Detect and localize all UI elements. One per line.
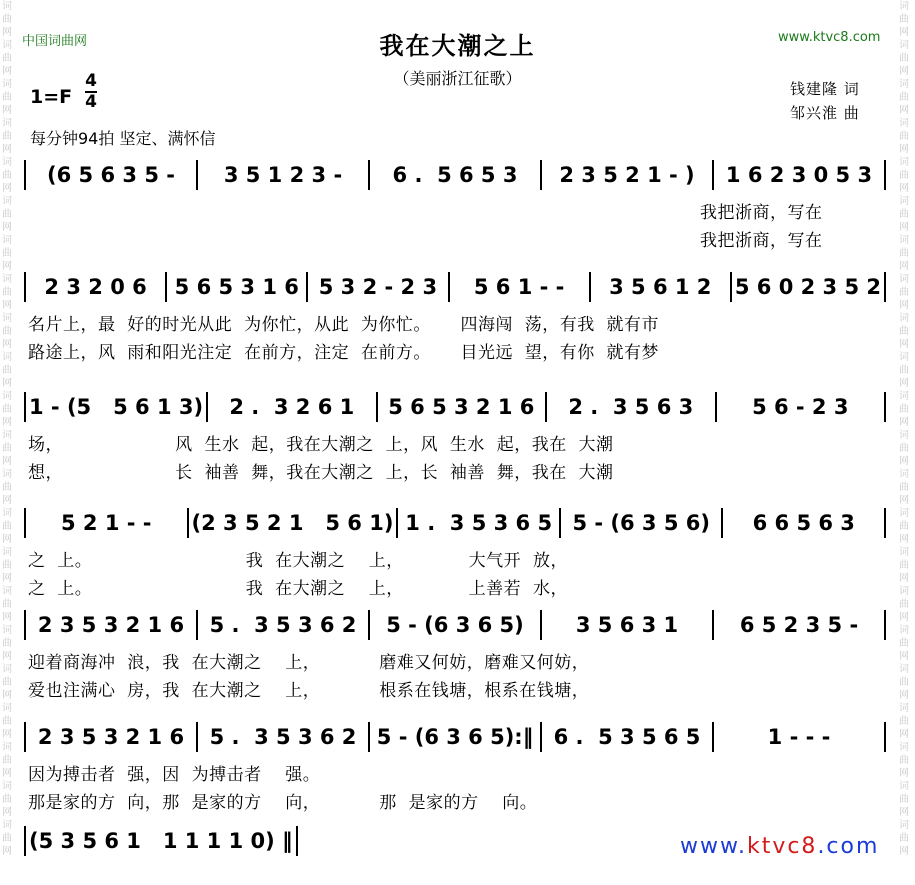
score-row bbox=[24, 272, 886, 302]
lyricist-credit: 钱建隆 词 bbox=[790, 80, 860, 98]
notes-line bbox=[24, 826, 293, 856]
measure: 6 . 5 3 5 6 5 bbox=[542, 722, 714, 752]
measure: 6 5 2 3 5 - bbox=[714, 610, 886, 640]
measure: 5 - (6 3 6 5) bbox=[370, 610, 542, 640]
time-signature-top: 4 bbox=[85, 71, 97, 91]
score-row bbox=[24, 160, 886, 190]
measure: 6 6 5 6 3 bbox=[723, 508, 886, 538]
lyric-line: 那是家的方 向，那 是家的方 向， 那 是家的方 向。 bbox=[28, 793, 538, 813]
lyric-line: 路途上，风 雨和阳光注定 在前方，注定 在前方。 目光远 望，有你 就有梦 bbox=[28, 343, 660, 363]
notes-line bbox=[24, 610, 886, 640]
lyric-line: 我把浙商，写在 bbox=[700, 203, 823, 223]
notes-line bbox=[24, 392, 886, 422]
measure: (5 3 5 6 1 1 1 1 1 0) ‖ bbox=[24, 826, 298, 856]
lyric-line: 我把浙商，写在 bbox=[700, 231, 823, 251]
lyric-line: 场， 风 生水 起，我在大潮之 上，风 生水 起，我在 大潮 bbox=[28, 435, 614, 455]
measure: 2 . 3 2 6 1 bbox=[208, 392, 377, 422]
lyric-line: 之 上。 我 在大潮之 上， 上善若 水， bbox=[28, 579, 568, 599]
site-name-left: 中国词曲网 bbox=[22, 34, 88, 49]
measure: 2 3 5 3 2 1 6 bbox=[24, 722, 198, 752]
measure: 5 - (6 3 5 6) bbox=[561, 508, 724, 538]
measure: 1 - - - bbox=[714, 722, 886, 752]
measure: 1 . 3 5 3 6 5 bbox=[398, 508, 561, 538]
watermark-left: 词曲网词曲网词曲网词曲网词曲网词曲网词曲网词曲网词曲网词曲网词曲网词曲网词曲网词曲网词曲网词曲网词曲网词曲网词曲网词曲网词曲网词曲网 bbox=[2, 1, 12, 857]
measure: 2 . 3 5 6 3 bbox=[547, 392, 716, 422]
measure: 5 6 0 2 3 5 2 bbox=[732, 272, 886, 302]
measure: 5 . 3 5 3 6 2 bbox=[198, 610, 370, 640]
watermark-right: 词曲网词曲网词曲网词曲网词曲网词曲网词曲网词曲网词曲网词曲网词曲网词曲网词曲网词曲网词曲网词曲网词曲网词曲网词曲网词曲网词曲网词曲网 bbox=[899, 1, 909, 857]
measure: 1 6 2 3 0 5 3 bbox=[714, 160, 886, 190]
time-signature-bottom: 4 bbox=[85, 92, 97, 112]
key-signature: 1=F bbox=[30, 86, 73, 108]
time-signature bbox=[84, 72, 98, 112]
measure: 5 - (6 3 6 5):‖ bbox=[370, 722, 542, 752]
measure: 3 5 6 1 2 bbox=[591, 272, 732, 302]
measure: 5 6 5 3 2 1 6 bbox=[378, 392, 547, 422]
lyric-line: 之 上。 我 在大潮之 上， 大气开 放， bbox=[28, 551, 568, 571]
notes-line bbox=[24, 508, 886, 538]
measure: 2 3 5 2 1 - ) bbox=[542, 160, 714, 190]
tempo-marking: 每分钟94拍 坚定、满怀信 bbox=[30, 129, 216, 148]
measure: 5 . 3 5 3 6 2 bbox=[198, 722, 370, 752]
lyric-line: 名片上，最 好的时光从此 为你忙，从此 为你忙。 四海闯 荡，有我 就有市 bbox=[28, 315, 660, 335]
notes-line bbox=[24, 722, 886, 752]
measure: (6 5 6 3 5 - bbox=[24, 160, 198, 190]
score-row bbox=[24, 722, 886, 752]
notes-line bbox=[24, 272, 886, 302]
lyric-line: 因为搏击者 强，因 为搏击者 强。 bbox=[28, 765, 321, 785]
lyric-line: 爱也注满心 房，我 在大潮之 上， 根系在钱塘，根系在钱塘， bbox=[28, 681, 590, 701]
score-row bbox=[24, 508, 886, 538]
measure: 5 6 5 3 1 6 bbox=[167, 272, 308, 302]
measure: 5 6 - 2 3 bbox=[717, 392, 886, 422]
lyric-line: 迎着商海冲 浪，我 在大潮之 上， 磨难又何妨，磨难又何妨， bbox=[28, 653, 590, 673]
measure: 5 2 1 - - bbox=[24, 508, 189, 538]
footer-brand-name: ktvc8 bbox=[746, 834, 818, 859]
measure: 2 3 5 3 2 1 6 bbox=[24, 610, 198, 640]
measure: 5 3 2 - 2 3 bbox=[308, 272, 449, 302]
site-url-right: www.ktvc8.com bbox=[778, 30, 881, 45]
measure: 3 5 6 3 1 bbox=[542, 610, 714, 640]
measure: 5 6 1 - - bbox=[450, 272, 591, 302]
song-title: 我在大潮之上 bbox=[379, 32, 536, 60]
notes-line bbox=[24, 160, 886, 190]
footer-brand bbox=[680, 834, 879, 859]
footer-brand-suffix: .com bbox=[817, 834, 880, 859]
score-row bbox=[24, 610, 886, 640]
lyric-line: 想， 长 袖善 舞，我在大潮之 上，长 袖善 舞，我在 大潮 bbox=[28, 463, 614, 483]
measure: 3 5 1 2 3 - bbox=[198, 160, 370, 190]
measure: 6 . 5 6 5 3 bbox=[370, 160, 542, 190]
measure: 2 3 2 0 6 bbox=[24, 272, 167, 302]
composer-credit: 邹兴淮 曲 bbox=[790, 104, 860, 122]
song-subtitle: （美丽浙江征歌） bbox=[393, 69, 522, 88]
measure: 1 - (5 5 6 1 3) bbox=[24, 392, 208, 422]
score-row bbox=[24, 392, 886, 422]
measure: (2 3 5 2 1 5 6 1) bbox=[189, 508, 399, 538]
footer-brand-prefix: www. bbox=[680, 834, 747, 859]
